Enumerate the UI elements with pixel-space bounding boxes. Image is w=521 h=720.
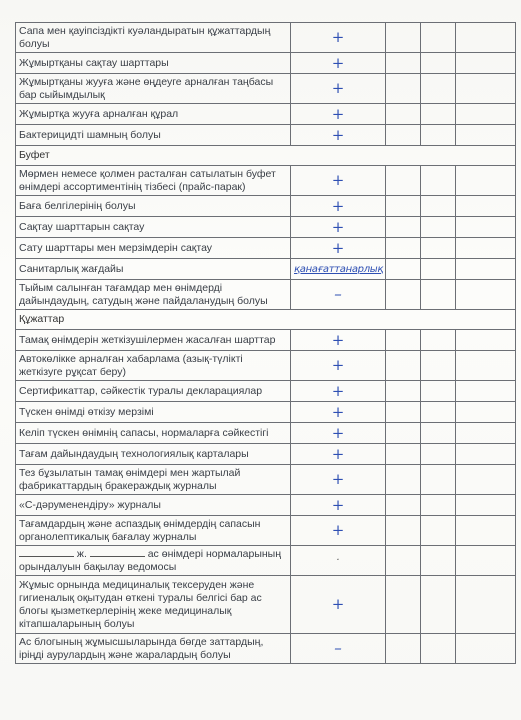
checklist-row [16, 217, 516, 238]
compliance-mark: + [291, 74, 386, 104]
empty-cell [421, 330, 456, 351]
checklist-row [16, 238, 516, 259]
empty-cell [421, 495, 456, 516]
empty-cell [386, 238, 421, 259]
checklist-row [16, 280, 516, 310]
checklist-row [16, 125, 516, 146]
empty-cell [421, 125, 456, 146]
empty-cell [421, 196, 456, 217]
empty-cell [386, 125, 421, 146]
empty-cell [456, 516, 516, 546]
checklist-row [16, 23, 516, 53]
compliance-mark: + [291, 53, 386, 74]
empty-cell [456, 634, 516, 664]
compliance-mark: + [291, 495, 386, 516]
checklist-row [16, 465, 516, 495]
requirement-text: Тыйым салынған тағамдар мен өнімдерді дайындаудың, сатудың және пайдаланудың болуы [16, 280, 291, 310]
inspection-checklist-table [15, 22, 516, 664]
empty-cell [421, 444, 456, 465]
checklist-row [16, 259, 516, 280]
compliance-mark: + [291, 402, 386, 423]
checklist-row [16, 166, 516, 196]
requirement-text: Бактерицидті шамның болуы [16, 125, 291, 146]
empty-cell [421, 576, 456, 634]
empty-cell [456, 465, 516, 495]
empty-cell [456, 74, 516, 104]
compliance-mark: + [291, 217, 386, 238]
empty-cell [456, 125, 516, 146]
empty-cell [386, 217, 421, 238]
checklist-row [16, 576, 516, 634]
empty-cell [421, 351, 456, 381]
empty-cell [386, 53, 421, 74]
compliance-mark: + [291, 516, 386, 546]
compliance-mark: + [291, 330, 386, 351]
empty-cell [456, 104, 516, 125]
requirement-text: Тағамдардың және аспаздық өнімдердің сапасын органолептикалық бағалау журналы [16, 516, 291, 546]
empty-cell [456, 330, 516, 351]
empty-cell [421, 516, 456, 546]
empty-cell [421, 104, 456, 125]
requirement-text [16, 546, 291, 576]
empty-cell [386, 402, 421, 423]
empty-cell [456, 351, 516, 381]
empty-cell [421, 634, 456, 664]
requirement-text: Ас блогының жұмысшыларында бөгде заттардың, іріңді аурулардың және жаралардың болуы [16, 634, 291, 664]
empty-cell [456, 402, 516, 423]
compliance-mark: – [291, 634, 386, 664]
requirement-text: Тағам дайындаудың технологиялық карталары [16, 444, 291, 465]
empty-cell [456, 495, 516, 516]
checklist-row [16, 53, 516, 74]
requirement-text: Жұмыртқаны сақтау шарттары [16, 53, 291, 74]
blank-line [90, 547, 145, 557]
empty-cell [456, 444, 516, 465]
empty-cell [421, 465, 456, 495]
empty-cell [421, 23, 456, 53]
empty-cell [421, 166, 456, 196]
requirement-text: Сертификаттар, сәйкестік туралы декларациялар [16, 381, 291, 402]
empty-cell [456, 280, 516, 310]
empty-cell [386, 516, 421, 546]
section-title: Буфет [16, 146, 516, 166]
checklist-row [16, 516, 516, 546]
compliance-mark: + [291, 381, 386, 402]
checklist-row [16, 196, 516, 217]
checklist-row [16, 546, 516, 576]
blank-suffix: ас өнімдері нормаларының орындалуын бақылау ведомосы [19, 548, 282, 573]
empty-cell [386, 74, 421, 104]
blank-suffix: ж. [76, 548, 87, 560]
compliance-mark: – [291, 280, 386, 310]
empty-cell [386, 351, 421, 381]
compliance-mark: + [291, 444, 386, 465]
requirement-text: Жұмыс орнында медициналық тексеруден және гигиеналық оқытудан өткені туралы белгісі бар ас блогы қызметкерлерінің жеке медициналық кітапшаларының болуы [16, 576, 291, 634]
checklist-row [16, 351, 516, 381]
compliance-mark: · [291, 546, 386, 576]
compliance-mark: + [291, 196, 386, 217]
compliance-mark: + [291, 104, 386, 125]
empty-cell [456, 53, 516, 74]
requirement-text: Тамақ өнімдерін жеткізушілермен жасалған шарттар [16, 330, 291, 351]
empty-cell [456, 238, 516, 259]
empty-cell [386, 104, 421, 125]
empty-cell [421, 546, 456, 576]
empty-cell [456, 576, 516, 634]
checklist-row [16, 74, 516, 104]
empty-cell [386, 465, 421, 495]
requirement-text: Сапа мен қауіпсіздікті куәландыратын құжаттардың болуы [16, 23, 291, 53]
empty-cell [386, 444, 421, 465]
compliance-mark: + [291, 423, 386, 444]
empty-cell [456, 381, 516, 402]
empty-cell [421, 423, 456, 444]
compliance-mark: + [291, 351, 386, 381]
requirement-text: Түскен өнімді өткізу мерзімі [16, 402, 291, 423]
empty-cell [386, 330, 421, 351]
checklist-row [16, 381, 516, 402]
checklist-row [16, 330, 516, 351]
compliance-mark: + [291, 125, 386, 146]
section-row [16, 310, 516, 330]
empty-cell [421, 402, 456, 423]
empty-cell [456, 23, 516, 53]
compliance-mark: + [291, 576, 386, 634]
requirement-text: Жұмыртқа жууға арналған құрал [16, 104, 291, 125]
requirement-text: Тез бұзылатын тамақ өнімдері мен жартылай фабрикаттардың бракераждық журналы [16, 465, 291, 495]
empty-cell [386, 576, 421, 634]
empty-cell [386, 423, 421, 444]
compliance-mark: + [291, 166, 386, 196]
empty-cell [386, 166, 421, 196]
empty-cell [456, 196, 516, 217]
checklist-row [16, 495, 516, 516]
requirement-text: Сату шарттары мен мерзімдерін сақтау [16, 238, 291, 259]
empty-cell [421, 53, 456, 74]
empty-cell [456, 423, 516, 444]
section-title: Құжаттар [16, 310, 516, 330]
empty-cell [386, 259, 421, 280]
empty-cell [386, 634, 421, 664]
checklist-row [16, 423, 516, 444]
empty-cell [386, 381, 421, 402]
empty-cell [421, 217, 456, 238]
checklist-row [16, 402, 516, 423]
compliance-mark: + [291, 238, 386, 259]
compliance-mark: қанағаттанарлық [291, 259, 386, 280]
empty-cell [421, 74, 456, 104]
empty-cell [421, 259, 456, 280]
empty-cell [456, 217, 516, 238]
empty-cell [421, 280, 456, 310]
blank-line [19, 547, 74, 557]
empty-cell [456, 546, 516, 576]
requirement-text: Санитарлық жағдайы [16, 259, 291, 280]
requirement-text: Келіп түскен өнімнің сапасы, нормаларға сәйкестігі [16, 423, 291, 444]
requirement-text: Автокөлікке арналған хабарлама (азық-түлікті жеткізуге рұқсат беру) [16, 351, 291, 381]
compliance-mark: + [291, 465, 386, 495]
checklist-row [16, 444, 516, 465]
empty-cell [386, 23, 421, 53]
checklist-row [16, 104, 516, 125]
requirement-text: Мөрмен немесе қолмен расталған сатылатын буфет өнімдері ассортиментінің тізбесі (прайс-парак) [16, 166, 291, 196]
empty-cell [386, 280, 421, 310]
compliance-mark: + [291, 23, 386, 53]
requirement-text: Баға белгілерінің болуы [16, 196, 291, 217]
empty-cell [456, 166, 516, 196]
empty-cell [386, 546, 421, 576]
empty-cell [386, 196, 421, 217]
empty-cell [421, 381, 456, 402]
checklist-body [16, 23, 516, 664]
empty-cell [421, 238, 456, 259]
checklist-row [16, 634, 516, 664]
empty-cell [386, 495, 421, 516]
section-row [16, 146, 516, 166]
requirement-text: Жұмыртқаны жууға және өңдеуге арналған таңбасы бар сыйымдылық [16, 74, 291, 104]
requirement-text: Сақтау шарттарын сақтау [16, 217, 291, 238]
requirement-text: «С-дәруменендіру» журналы [16, 495, 291, 516]
empty-cell [456, 259, 516, 280]
